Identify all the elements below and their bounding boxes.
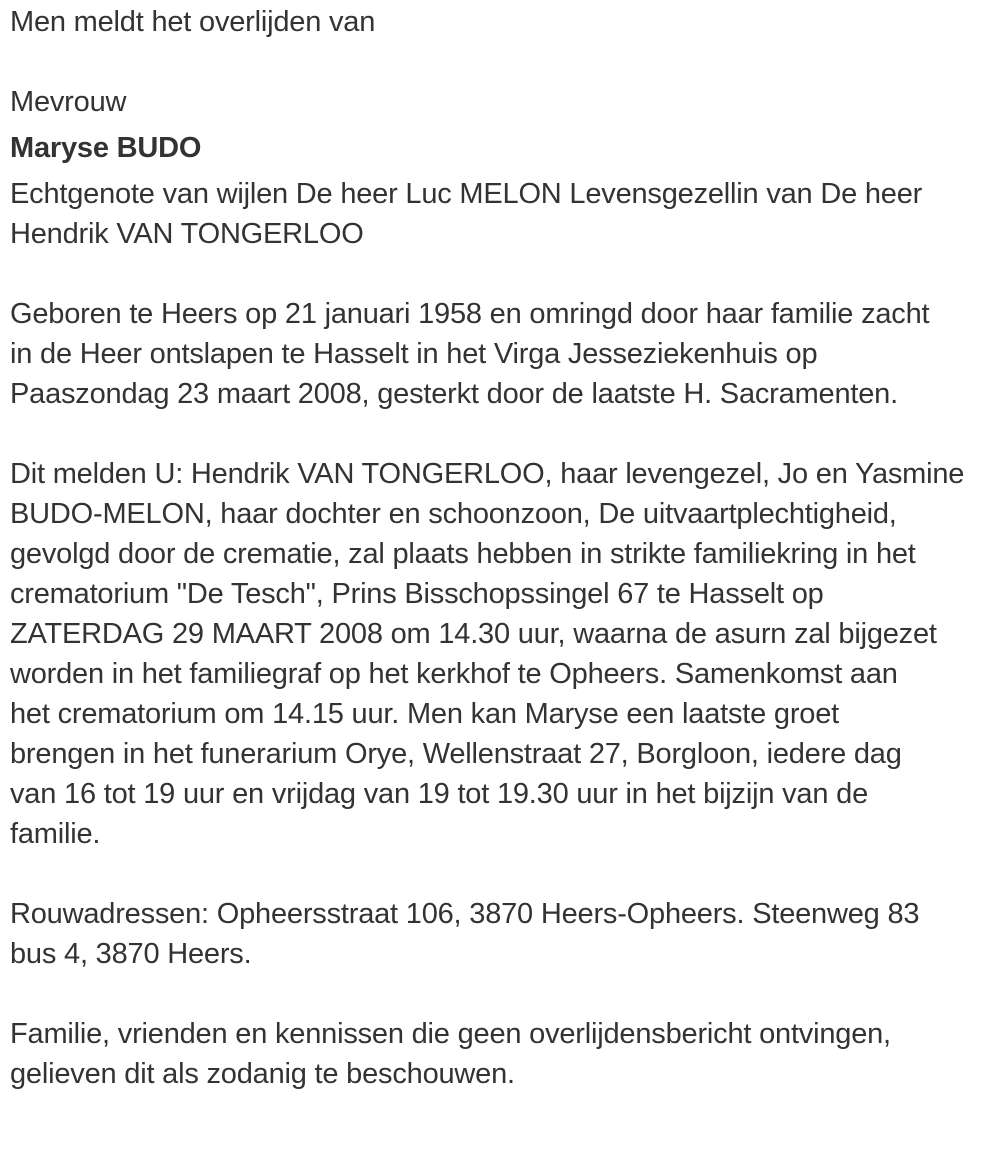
- text-line: Familie, vrienden en kennissen die geen overlijdensbericht ontvingen,: [10, 1018, 891, 1050]
- text-line: bus 4, 3870 Heers.: [10, 938, 252, 970]
- text-line: Paaszondag 23 maart 2008, gesterkt door de laatste H. Sacramenten.: [10, 378, 898, 410]
- deceased-name: Maryse BUDO: [10, 132, 202, 164]
- text-line: Rouwadressen: Opheersstraat 106, 3870 Heers-Opheers. Steenweg 83: [10, 898, 920, 930]
- text-line: Dit melden U: Hendrik VAN TONGERLOO, haar levengezel, Jo en Yasmine: [10, 458, 965, 490]
- salutation-text: Mevrouw: [10, 86, 127, 118]
- text-line: gevolgd door de crematie, zal plaats hebben in strikte familiekring in het: [10, 538, 916, 570]
- text-line: worden in het familiegraf op het kerkhof te Opheers. Samenkomst aan: [10, 658, 898, 690]
- text-line: familie.: [10, 818, 101, 850]
- text-line: Hendrik VAN TONGERLOO: [10, 218, 364, 250]
- relations-text: [10, 174, 995, 254]
- birth-death-text: [10, 294, 995, 414]
- text-line: ZATERDAG 29 MAART 2008 om 14.30 uur, waarna de asurn zal bijgezet: [10, 618, 937, 650]
- mourning-addresses-text: [10, 894, 995, 974]
- text-line: crematorium "De Tesch", Prins Bisschopssingel 67 te Hasselt op: [10, 578, 824, 610]
- text-line: van 16 tot 19 uur en vrijdag van 19 tot 19.30 uur in het bijzijn van de: [10, 778, 868, 810]
- text-line: brengen in het funerarium Orye, Wellenstraat 27, Borgloon, iedere dag: [10, 738, 902, 770]
- text-line: Geboren te Heers op 21 januari 1958 en omringd door haar familie zacht: [10, 298, 930, 330]
- intro-text: Men meldt het overlijden van: [10, 6, 376, 38]
- text-line: BUDO-MELON, haar dochter en schoonzoon, De uitvaartplechtigheid,: [10, 498, 897, 530]
- text-line: het crematorium om 14.15 uur. Men kan Maryse een laatste groet: [10, 698, 840, 730]
- funeral-details-text: [10, 454, 995, 854]
- closing-note-text: [10, 1014, 995, 1094]
- text-line: gelieven dit als zodanig te beschouwen.: [10, 1058, 515, 1090]
- text-line: Echtgenote van wijlen De heer Luc MELON Levensgezellin van De heer: [10, 178, 923, 210]
- text-line: in de Heer ontslapen te Hasselt in het Virga Jesseziekenhuis op: [10, 338, 818, 370]
